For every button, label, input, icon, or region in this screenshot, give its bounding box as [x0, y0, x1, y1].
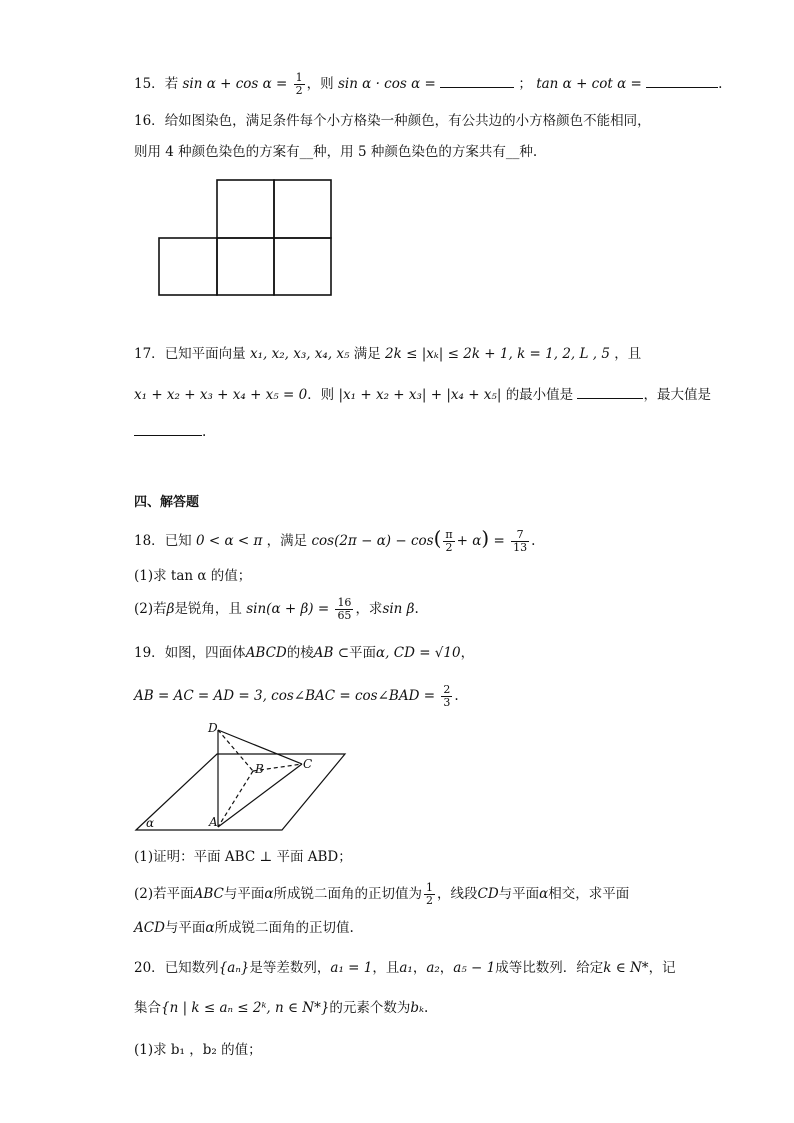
grid-cell [274, 238, 331, 295]
answer-blank [134, 423, 202, 436]
numerator: π [445, 528, 453, 541]
fraction-1-2 [424, 882, 435, 907]
math-variable: α [205, 920, 215, 936]
left-paren: ( [433, 526, 442, 550]
question-text: 给如图染色，满足条件每个小方格染一种颜色，有公共边的小方格颜色不能相同， [164, 113, 651, 129]
question-number: 15． [134, 76, 165, 92]
answer-blank [440, 75, 514, 88]
section-title: 四、解答题 [134, 495, 200, 510]
question-20-line-2 [134, 998, 428, 1018]
text: ，则 [306, 76, 334, 92]
math-variable: {aₙ} [218, 960, 250, 976]
answer-blank [577, 386, 643, 399]
text: ．则 [307, 387, 335, 403]
denominator: 13 [513, 541, 528, 554]
question-20-line-1 [134, 958, 676, 978]
text: 与平面 [223, 886, 265, 902]
question-19-part-1: (1)证明：平面 ABC ⊥ 平面 ABD； [134, 849, 352, 865]
answer-blank [646, 75, 718, 88]
text: 如图，四面体 [164, 645, 246, 661]
text: . [531, 533, 536, 549]
text: 的最小值是 [505, 387, 574, 403]
question-19-part-2-line-2 [134, 918, 354, 938]
question-17-line-2 [134, 385, 711, 405]
math-variable: β [166, 601, 175, 617]
denominator: 2 [445, 541, 453, 554]
edge-DC [218, 730, 302, 764]
math-variable: α [264, 886, 274, 902]
text: 的元素个数为 [329, 1000, 411, 1016]
right-paren: ) [481, 526, 490, 550]
vector-list: x₁, x₂, x₃, x₄, x₅ [249, 346, 350, 362]
plane-label-alpha: α [146, 816, 155, 830]
text: 满足 [353, 346, 381, 362]
denominator: 2 [426, 894, 433, 907]
text: 所成锐二面角的正切值. [214, 920, 354, 936]
math-condition: 0 < α < π [195, 533, 263, 549]
text: 若 [164, 76, 179, 92]
question-16-line-1 [134, 111, 651, 131]
text: 所成锐二面角的正切值为 [273, 886, 422, 902]
math-expression: sin β [382, 601, 415, 617]
numerator: 16 [337, 596, 352, 609]
text: . [202, 424, 207, 440]
coloring-grid-figure [150, 175, 340, 303]
text: 是等差数列， [249, 960, 331, 976]
text: 成等比数列．给定 [495, 960, 604, 976]
math-variable: a₂ [426, 960, 440, 976]
math-expression: |x₁ + x₂ + x₃| + |x₄ + x₅| [338, 387, 502, 403]
question-number: 17． [134, 346, 165, 362]
question-18 [134, 528, 535, 554]
question-18-part-1: (1)求 tan α 的值； [134, 568, 252, 584]
math-expression: cos(2π − α) − cos [311, 533, 434, 549]
question-text: 则用 4 种颜色染色的方案有__种，用 5 种颜色染色的方案共有__种. [134, 144, 538, 160]
question-number: 16． [134, 113, 165, 129]
vector-sum: x₁ + x₂ + x₃ + x₄ + x₅ = 0 [134, 387, 308, 403]
fraction-16-65 [335, 597, 353, 622]
math-expression: a₅ − 1 [453, 960, 496, 976]
math-variable: α [539, 886, 549, 902]
fraction-one-half [294, 72, 305, 97]
text: ； [518, 76, 532, 92]
question-17-line-3 [134, 422, 206, 442]
question-number: 18． [134, 533, 165, 549]
math-expression: AB ⊂ [313, 645, 350, 661]
denominator: 2 [295, 84, 303, 97]
math-expression: + α [456, 533, 482, 549]
edge-DB [218, 730, 253, 771]
numerator: 1 [426, 881, 433, 894]
grid-cell [159, 238, 217, 295]
math-expression: AB = AC = AD = 3, cos∠BAC = cos∠BAD = [134, 688, 436, 704]
text: 相交，求平面 [548, 886, 630, 902]
text: 与平面 [498, 886, 540, 902]
text: 集合 [134, 1000, 161, 1016]
numerator: 2 [443, 683, 451, 696]
equals-sign: = [493, 533, 505, 549]
numerator: 1 [295, 71, 303, 84]
vertex-label-A: A [209, 815, 218, 829]
text: (2)若平面 [134, 886, 194, 902]
math-expression: α, CD = √10 [376, 645, 461, 661]
text: (2)若 [134, 601, 167, 617]
text: ，最大值是 [643, 387, 711, 403]
math-variable: ABCD [245, 645, 287, 661]
math-variable: ABC [193, 886, 224, 902]
question-20-part-1: (1)求 b₁ ，b₂ 的值； [134, 1042, 262, 1058]
question-19-part-2-line-1 [134, 882, 629, 907]
question-number: 20． [134, 960, 165, 976]
text: 已知数列 [164, 960, 219, 976]
text: ，且 [614, 346, 642, 362]
text: . [454, 688, 459, 704]
text: ，记 [648, 960, 676, 976]
question-15 [134, 72, 722, 97]
text: . [718, 76, 723, 92]
text: . [424, 1000, 429, 1016]
numerator: 7 [511, 529, 529, 542]
tetrahedron-figure [130, 718, 355, 836]
text: ，线段 [437, 886, 478, 902]
text: ，求 [355, 601, 383, 617]
question-number: 19． [134, 645, 165, 661]
vertex-label-B: B [255, 762, 264, 776]
edge-BA [218, 771, 253, 827]
math-variable: CD [477, 886, 499, 902]
vertex-label-C: C [303, 757, 313, 771]
grid-cell [217, 238, 274, 295]
math-expression: sin α · cos α = [337, 76, 436, 92]
question-19-line-1 [134, 643, 474, 663]
math-expression: sin(α + β) = [246, 601, 330, 617]
question-16-line-2 [134, 142, 537, 162]
text: ，且 [372, 960, 400, 976]
question-18-part-2 [134, 597, 419, 622]
math-expression: sin α + cos α = [182, 76, 288, 92]
fraction-2-3 [441, 684, 452, 709]
vertex-label-D: D [208, 721, 218, 735]
text: 已知 [164, 533, 192, 549]
text: ， [439, 960, 454, 976]
math-variable: ACD [134, 920, 165, 936]
math-variable: a₁ [399, 960, 413, 976]
grid-cell [217, 180, 274, 238]
math-expression: a₁ = 1 [330, 960, 373, 976]
text: 平面 [349, 645, 377, 661]
math-expression: k ∈ N* [603, 960, 649, 976]
question-17-line-1 [134, 344, 641, 364]
text: ，满足 [266, 533, 308, 549]
text: 的棱 [286, 645, 314, 661]
math-expression: tan α + cot α = [536, 76, 642, 92]
text: 与平面 [164, 920, 206, 936]
text: . [414, 601, 419, 617]
text: 已知平面向量 [164, 346, 246, 362]
fraction-pi-over-2 [443, 529, 454, 554]
fraction-7-13 [511, 529, 529, 554]
denominator: 65 [337, 609, 352, 622]
math-condition: 2k ≤ |xₖ| ≤ 2k + 1, k = 1, 2, L , 5 [385, 346, 610, 362]
question-19-line-2 [134, 684, 459, 709]
grid-cell [274, 180, 331, 238]
text: ， [460, 645, 475, 661]
denominator: 3 [443, 696, 451, 709]
math-variable: bₖ [410, 1000, 424, 1016]
text: ， [412, 960, 427, 976]
text: 是锐角，且 [174, 601, 242, 617]
math-expression: {n | k ≤ aₙ ≤ 2ᵏ, n ∈ N*} [161, 1000, 330, 1016]
